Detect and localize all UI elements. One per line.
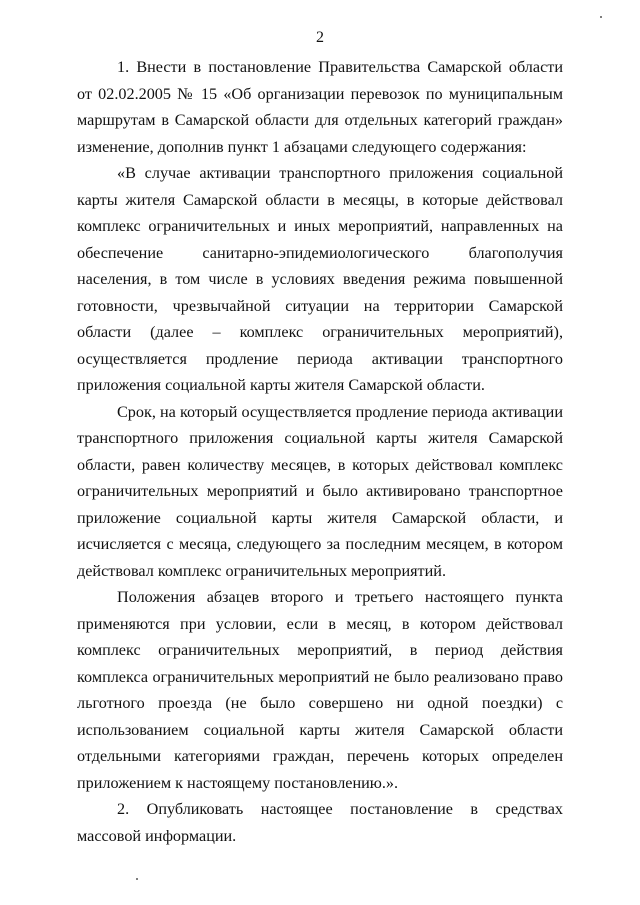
paragraph-activation-extension: «В случае активации транспортного приложения социальной карты жителя Самарской области в месяцы, в которые действовал комплекс ограничительных и иных мероприятий, направленных на обеспечение санитарно-эпидемиологического благополучия населения, в том числе в условиях введения режима повышенной готовности, чрезвычайной ситуации на территории Самарской области (далее – комплекс ограничительных мероприятий), осуществляется продление периода активации транспортного приложения социальной карты жителя Самарской области. xyxy=(77,164,563,394)
paragraph-extension-term: Срок, на который осуществляется продление периода активации транспортного приложения социальной карты жителя Самарской области, равен количеству месяцев, в которых действовал комплекс ограничительных мероприятий и было активировано транспортное приложение социальной карты жителя Самарской области, и исчисляется с месяца, следующего за последним месяцем, в котором действовал комплекс ограничительных мероприятий. xyxy=(77,402,563,580)
paragraph-item-2-publication: 2. Опубликовать настоящее постановление в средствах массовой информации. xyxy=(77,800,563,845)
paragraph-item-1-amendment: 1. Внести в постановление Правительства Самарской области от 02.02.2005 № 15 «Об организации перевозок по муниципальным маршрутам в Самарской области для отдельных категорий граждан» изменение, дополнив пункт 1 абзацами следующего содержания: xyxy=(77,58,563,156)
document-body xyxy=(77,54,563,849)
scan-speck xyxy=(136,878,138,880)
paragraph-application-conditions: Положения абзацев второго и третьего настоящего пункта применяются при условии, если в месяц, в котором действовал комплекс ограничительных мероприятий, в период действия комплекса ограничительных мероприятий не было реализовано право льготного проезда (не было совершено ни одной поездки) с использованием социальной карты жителя Самарской области отдельными категориями граждан, перечень которых определен приложением к настоящему постановлению.». xyxy=(77,588,563,792)
page-number: 2 xyxy=(316,29,324,46)
scan-speck xyxy=(600,16,602,18)
